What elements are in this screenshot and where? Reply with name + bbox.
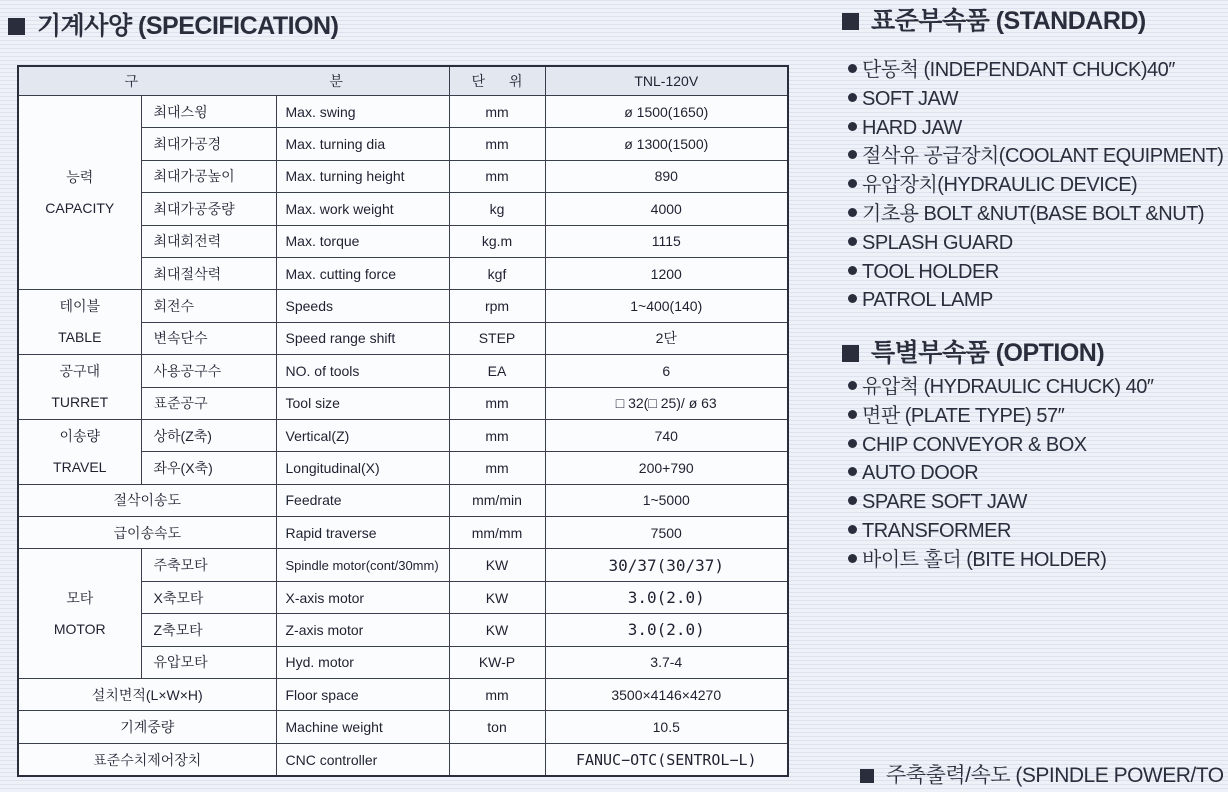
row-value: 3.0(2.0) [545,614,788,646]
bullet-icon [848,179,857,188]
standard-title-text: 표준부속품 (STANDARD) [871,7,1146,35]
standard-item-label: SOFT JAW [862,87,958,110]
option-item-label: AUTO DOOR [862,462,979,485]
row-label-en: Speed range shift [276,322,449,354]
group-label-en: TRAVEL [53,458,107,475]
row-label-en: Max. turning height [276,160,449,192]
row-unit: STEP [449,322,545,354]
option-item-label: CHIP CONVEYOR & BOX [862,433,1087,456]
row-unit: kg [449,193,545,225]
row-value: 200+790 [545,452,788,484]
row-unit: KW-P [449,646,545,678]
list-item [848,171,1223,200]
list-item [848,229,1223,258]
row-label-ko: X축모타 [141,581,276,613]
list-item [848,142,1223,171]
row-label-en: Max. work weight [276,193,449,225]
row-unit: kgf [449,257,545,289]
list-item [848,488,1153,517]
bullet-icon [848,381,857,390]
table-row [18,484,788,516]
row-value: 4000 [545,193,788,225]
group-label-ko: 능력 [66,168,94,185]
row-label-ko: 표준수치제어장치 [18,743,276,776]
group-capacity [18,96,141,290]
row-label-en: Max. swing [276,96,449,128]
table-row [18,679,788,711]
row-value: 2단 [545,322,788,354]
list-item [848,459,1153,488]
header-bun: 분 [329,73,343,89]
row-unit: KW [449,549,545,581]
option-accessories-list [848,373,1153,575]
standard-item-label: 단동척 (INDEPENDANT CHUCK)40″ [862,59,1175,81]
row-label-ko: 급이송속도 [18,517,276,549]
list-item [848,373,1153,402]
row-label-ko: 주축모타 [141,549,276,581]
table-row [18,290,788,322]
standard-item-label: 기초용 BOLT &NUT(BASE BOLT &NUT) [862,202,1205,225]
row-label-ko: 기계중량 [18,711,276,743]
table-header-row [18,66,788,96]
row-value: 10.5 [545,711,788,743]
standard-item-label: HARD JAW [862,116,962,139]
group-label-en: TABLE [58,329,102,346]
row-label-en: Max. torque [276,225,449,257]
row-label-ko: 최대가공중량 [141,193,276,225]
group-table [18,290,141,355]
row-unit: kg.m [449,225,545,257]
row-unit: mm [449,128,545,160]
row-unit: mm/min [449,484,545,516]
standard-item-label: SPLASH GUARD [862,231,1013,254]
group-label-ko: 공구대 [59,363,101,380]
group-label-ko: 테이블 [59,298,101,315]
row-label-en: Spindle motor(cont/30mm) [276,549,449,581]
row-value: 3.7-4 [545,646,788,678]
header-unit [449,66,545,96]
table-row [18,419,788,451]
option-item-label: TRANSFORMER [862,519,1011,542]
row-unit: mm/mm [449,517,545,549]
row-value: 6 [545,355,788,387]
spec-title-text: 기계사양 (SPECIFICATION) [37,12,339,40]
table-row [18,355,788,387]
group-label-en: TURRET [51,394,109,411]
row-label-ko: 최대가공경 [141,128,276,160]
row-value: FANUC−OTC(SENTROL−L) [545,743,788,776]
row-label-en: Vertical(Z) [276,419,449,451]
row-unit: mm [449,679,545,711]
square-bullet-icon [842,13,859,30]
row-value: ø 1300(1500) [545,128,788,160]
list-item [848,56,1223,85]
row-value: 1200 [545,257,788,289]
group-label-ko: 이송량 [59,427,101,444]
bullet-icon [848,237,857,246]
row-unit: KW [449,614,545,646]
standard-item-label: PATROL LAMP [862,289,993,312]
row-label-ko: 좌우(X축) [141,452,276,484]
list-item [848,114,1223,143]
group-motor [18,549,141,679]
row-label-en: Rapid traverse [276,517,449,549]
group-turret [18,355,141,420]
row-unit: mm [449,419,545,451]
row-label-ko: 최대절삭력 [141,257,276,289]
row-value: 740 [545,419,788,451]
row-label-ko: 설치면적(L×W×H) [18,679,276,711]
bullet-icon [848,266,857,275]
row-unit: rpm [449,290,545,322]
row-unit: mm [449,387,545,419]
table-row [18,96,788,128]
row-label-en: Max. turning dia [276,128,449,160]
list-item [848,258,1223,287]
standard-accessories-list [848,56,1223,315]
bullet-icon [848,439,857,448]
row-label-ko: 유압모타 [141,646,276,678]
group-label-en: MOTOR [53,620,106,637]
row-value: □ 32(□ 25)/ ø 63 [545,387,788,419]
row-label-ko: 회전수 [141,290,276,322]
row-label-en: Max. cutting force [276,257,449,289]
spindle-power-title-text: 주축출력/속도 (SPINDLE POWER/TO [886,764,1224,787]
bullet-icon [848,525,857,534]
square-bullet-icon [842,345,859,362]
header-gu: 구 [124,73,139,89]
row-label-ko: 최대회전력 [141,225,276,257]
row-label-ko: 최대스윙 [141,96,276,128]
standard-item-label: 절삭유 공급장치(COOLANT EQUIPMENT) [862,145,1224,168]
row-value: 7500 [545,517,788,549]
standard-item-label: 유압장치(HYDRAULIC DEVICE) [862,174,1138,197]
spec-table [17,65,789,777]
header-model: TNL-120V [545,66,788,96]
row-unit [449,743,545,776]
row-unit: mm [449,96,545,128]
header-division [18,66,449,96]
option-item-label: 바이트 홀더 (BITE HOLDER) [862,548,1107,571]
row-label-ko: 변속단수 [141,322,276,354]
row-label-ko: 표준공구 [141,387,276,419]
row-label-ko: 사용공구수 [141,355,276,387]
row-value: 3500×4146×4270 [545,679,788,711]
row-label-en: NO. of tools [276,355,449,387]
bullet-icon [848,150,857,159]
option-title [842,333,1104,369]
square-bullet-icon [8,18,25,35]
row-unit: KW [449,581,545,613]
row-label-en: Hyd. motor [276,646,449,678]
row-label-en: Speeds [276,290,449,322]
bullet-icon [848,208,857,217]
table-row [18,517,788,549]
bullet-icon [848,467,857,476]
row-value: 1~5000 [545,484,788,516]
row-unit: mm [449,452,545,484]
row-value: 890 [545,160,788,192]
row-unit: EA [449,355,545,387]
spec-title [8,6,338,42]
list-item [848,85,1223,114]
row-label-en: Z-axis motor [276,614,449,646]
standard-title [842,1,1146,37]
row-label-ko: Z축모타 [141,614,276,646]
option-item-label: 면판 (PLATE TYPE) 57″ [862,404,1065,427]
table-row [18,549,788,581]
standard-item-label: TOOL HOLDER [862,260,999,283]
row-label-ko: 절삭이송도 [18,484,276,516]
row-unit: ton [449,711,545,743]
list-item [848,200,1223,229]
row-value: ø 1500(1650) [545,96,788,128]
bullet-icon [848,64,857,73]
row-value: 1~400(140) [545,290,788,322]
row-value: 1115 [545,225,788,257]
table-row [18,743,788,776]
bullet-icon [848,554,857,563]
list-item [848,402,1153,431]
row-label-en: X-axis motor [276,581,449,613]
option-item-label: SPARE SOFT JAW [862,491,1027,514]
bullet-icon [848,496,857,505]
row-unit: mm [449,160,545,192]
row-value: 3.0(2.0) [545,581,788,613]
row-value: 30/37(30/37) [545,549,788,581]
row-label-en: Feedrate [276,484,449,516]
list-item [848,286,1223,315]
list-item [848,517,1153,546]
header-unit-b: 위 [508,73,523,89]
group-label-ko: 모타 [66,589,94,606]
row-label-ko: 상하(Z축) [141,419,276,451]
row-label-en: Longitudinal(X) [276,452,449,484]
group-label-en: CAPACITY [45,199,115,216]
bullet-icon [848,93,857,102]
square-bullet-icon [860,769,874,783]
row-label-en: CNC controller [276,743,449,776]
group-travel [18,419,141,484]
bullet-icon [848,410,857,419]
list-item [848,431,1153,460]
bullet-icon [848,294,857,303]
row-label-en: Floor space [276,679,449,711]
option-title-text: 특별부속품 (OPTION) [871,339,1105,367]
row-label-en: Machine weight [276,711,449,743]
spindle-power-title [860,759,1224,789]
option-item-label: 유압척 (HYDRAULIC CHUCK) 40″ [862,376,1154,398]
list-item [848,546,1153,575]
header-unit-a: 단 [471,73,486,89]
row-label-en: Tool size [276,387,449,419]
table-row [18,711,788,743]
row-label-ko: 최대가공높이 [141,160,276,192]
bullet-icon [848,122,857,131]
